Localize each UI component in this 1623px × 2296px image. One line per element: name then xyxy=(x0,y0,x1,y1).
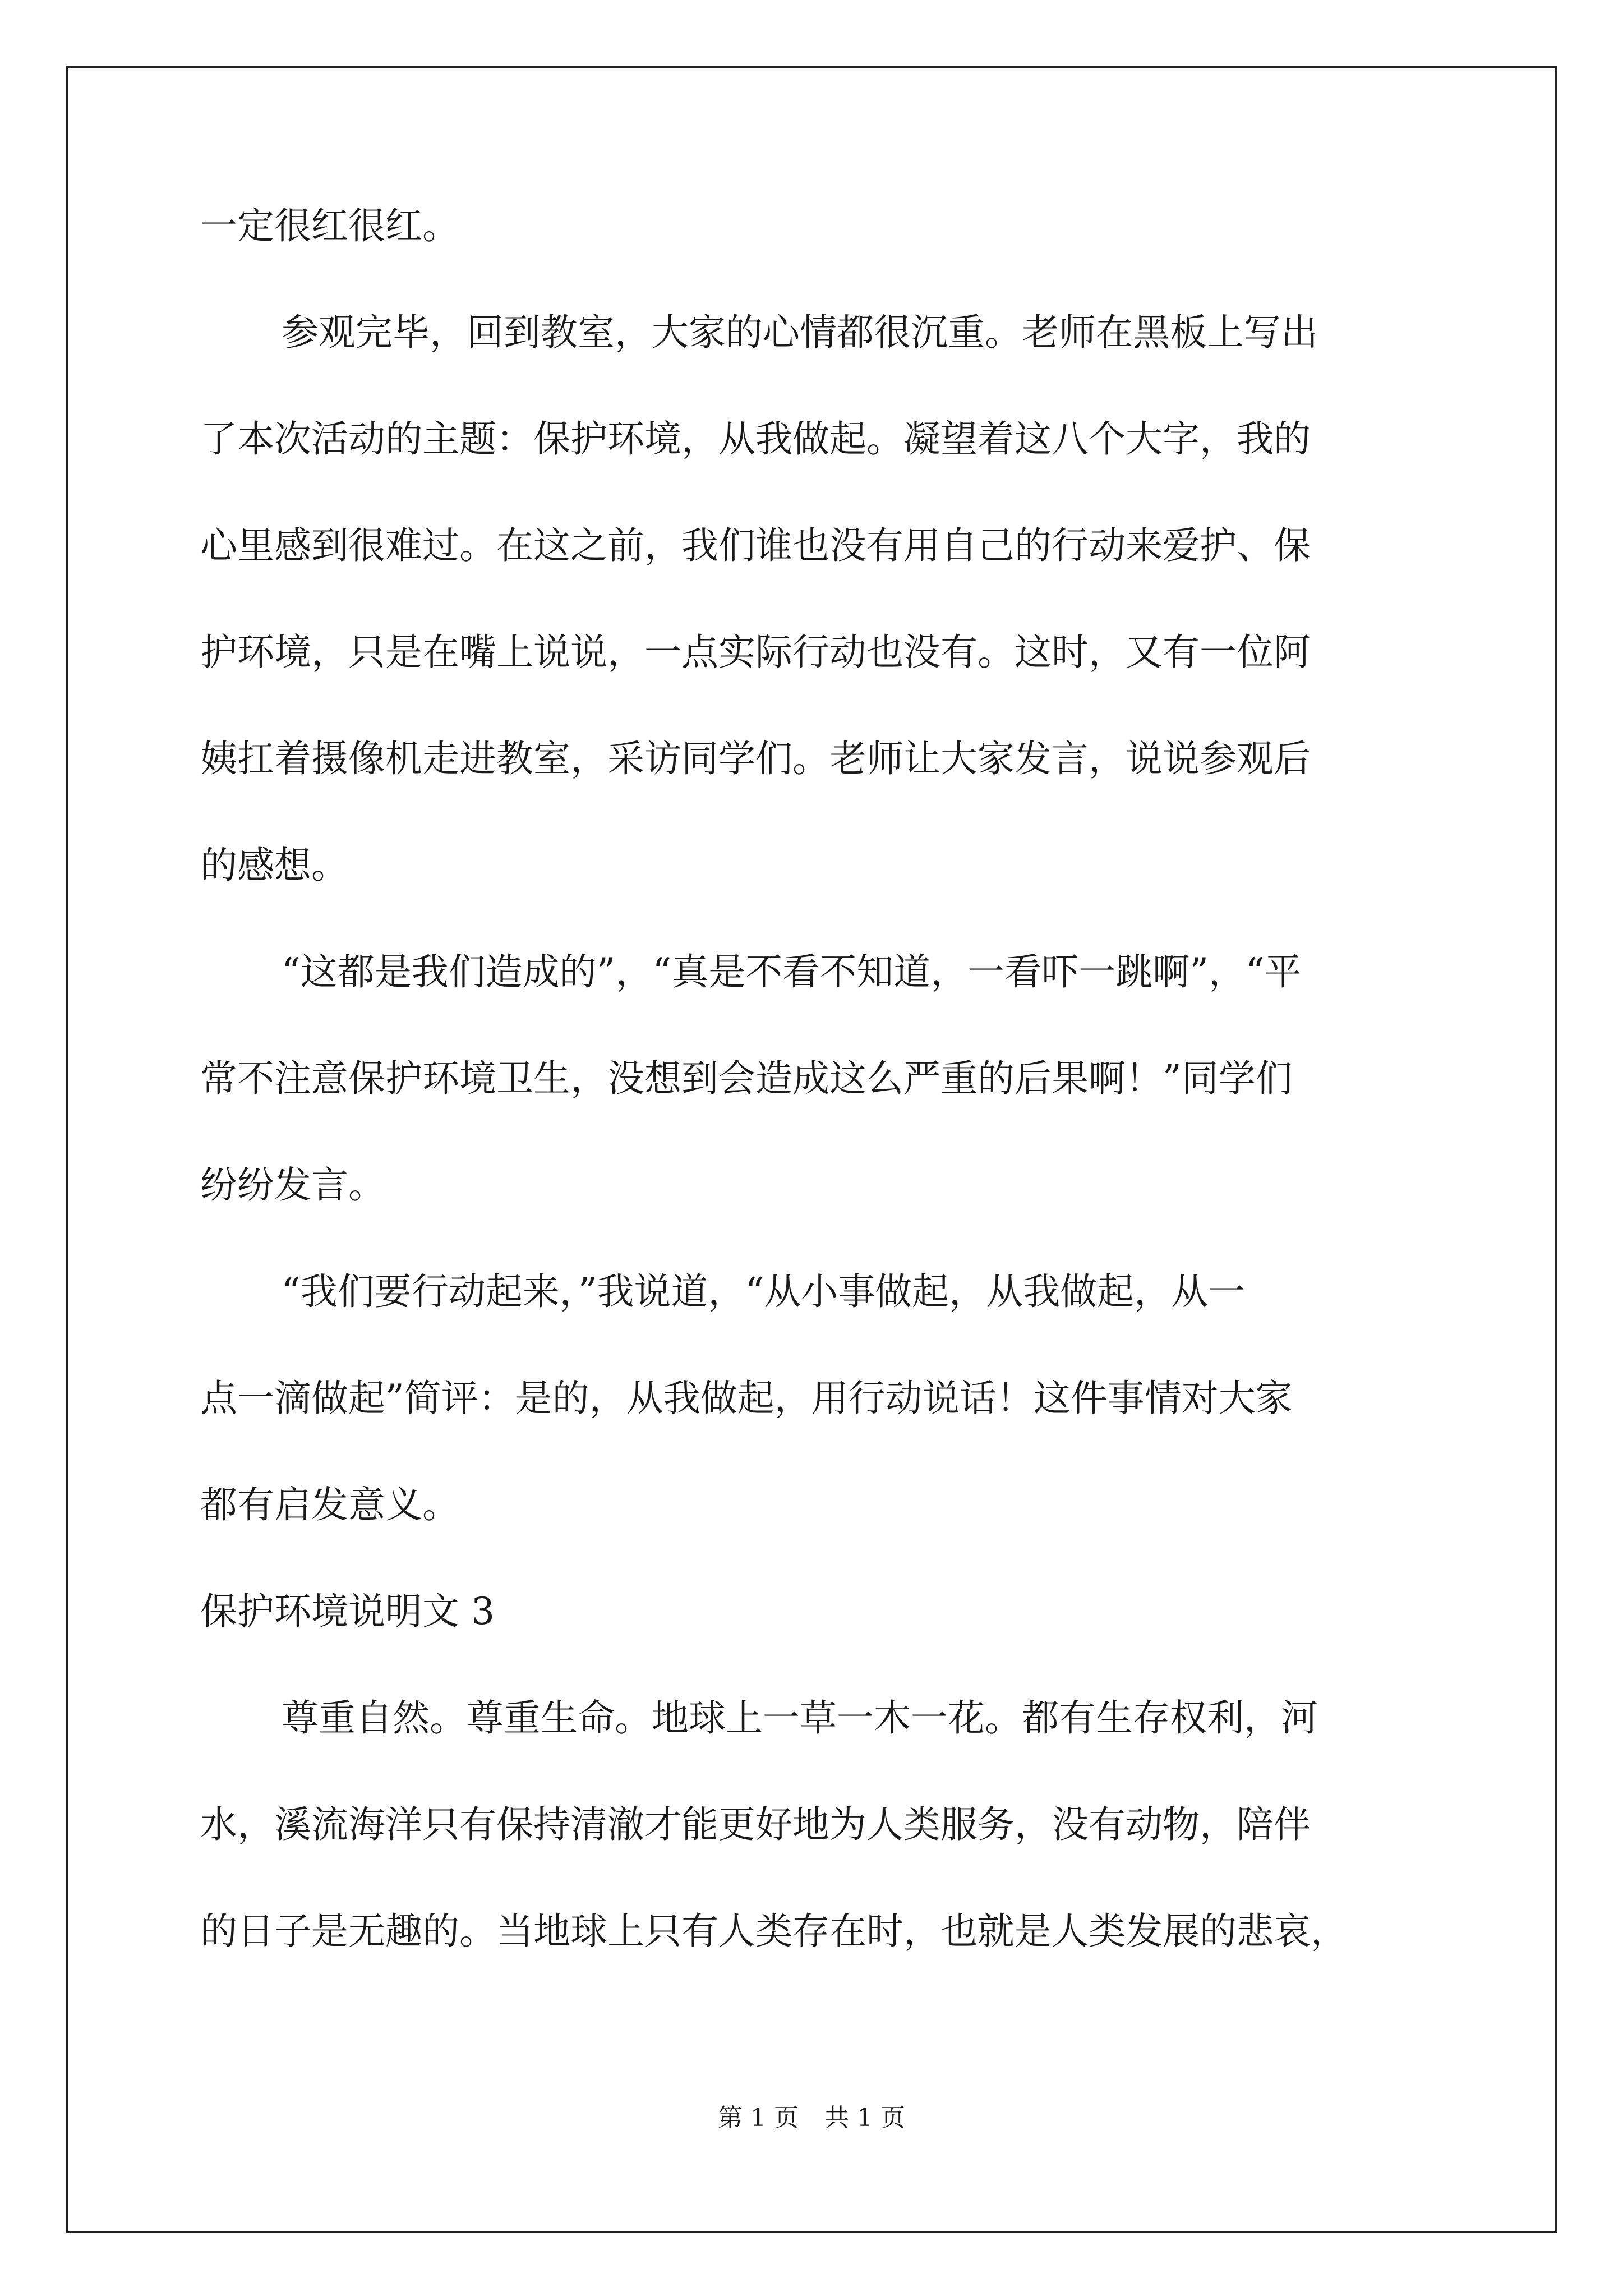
text-line: 都有启发意义。 xyxy=(200,1483,459,1526)
page-number: 第 1 页 xyxy=(718,2104,799,2132)
total-pages: 共 1 页 xyxy=(824,2104,905,2132)
text-line: 常不注意保护环境卫生，没想到会造成这么严重的后果啊！”同学们 xyxy=(200,1057,1293,1100)
paragraph-start-line: “这都是我们造成的”，“真是不看不知道，一看吓一跳啊”，“平 xyxy=(282,950,1302,993)
text-line: 点一滴做起”简评：是的，从我做起，用行动说话！这件事情对大家 xyxy=(200,1377,1293,1420)
paragraph-start-line: “我们要行动起来，”我说道，“从小事做起，从我做起，从一 xyxy=(282,1270,1246,1313)
paragraph-start-line: 参观完毕，回到教室，大家的心情都很沉重。老师在黑板上写出 xyxy=(282,311,1318,354)
page-border xyxy=(66,66,1557,2233)
text-line: 水，溪流海洋只有保持清澈才能更好地为人类服务，没有动物，陪伴 xyxy=(200,1803,1311,1846)
text-line: 了本次活动的主题：保护环境，从我做起。凝望着这八个大字，我的 xyxy=(200,417,1311,461)
text-line: 的感想。 xyxy=(200,844,348,887)
text-line: 的日子是无趣的。当地球上只有人类存在时，也就是人类发展的悲哀， xyxy=(200,1910,1348,1953)
text-line: 纷纷发言。 xyxy=(200,1163,385,1207)
page-footer xyxy=(0,2102,1623,2134)
text-line: 心里感到很难过。在这之前，我们谁也没有用自己的行动来爱护、保 xyxy=(200,524,1311,567)
text-line: 一定很红很红。 xyxy=(200,204,459,247)
text-line: 护环境，只是在嘴上说说，一点实际行动也没有。这时，又有一位阿 xyxy=(200,631,1311,674)
text-line: 姨扛着摄像机走进教室，采访同学们。老师让大家发言，说说参观后 xyxy=(200,737,1311,780)
section-heading: 保护环境说明文 3 xyxy=(200,1590,495,1633)
paragraph-start-line: 尊重自然。尊重生命。地球上一草一木一花。都有生存权利，河 xyxy=(282,1696,1318,1740)
